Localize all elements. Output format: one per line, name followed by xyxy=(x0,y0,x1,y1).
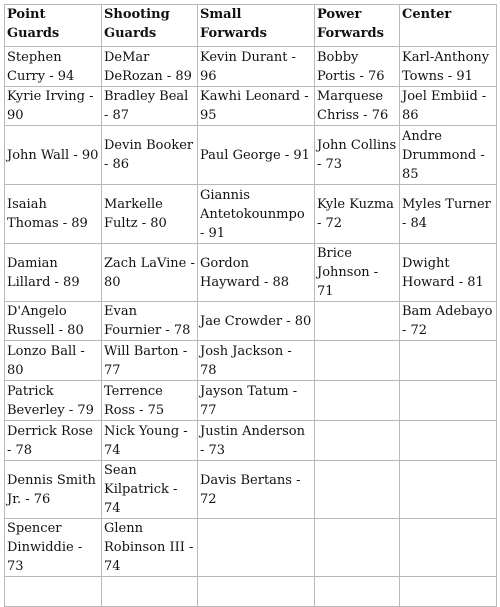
table-header-row xyxy=(5,5,497,47)
table-cell: Paul George - 91 xyxy=(198,126,315,185)
table-cell: D'Angelo Russell - 80 xyxy=(5,302,102,341)
table-cell: Derrick Rose - 78 xyxy=(5,421,102,461)
table-cell: Zach LaVine - 80 xyxy=(102,244,198,302)
table-cell xyxy=(198,519,315,577)
table-row xyxy=(5,87,497,126)
table-cell: Jayson Tatum - 77 xyxy=(198,381,315,421)
table-cell xyxy=(315,302,400,341)
table-cell: Joel Embiid - 86 xyxy=(400,87,497,126)
header-power-forwards: Power Forwards xyxy=(315,5,400,47)
table-cell: John Collins - 73 xyxy=(315,126,400,185)
table-cell: Kyle Kuzma - 72 xyxy=(315,185,400,244)
table-cell: Stephen Curry - 94 xyxy=(5,47,102,87)
table-row xyxy=(5,381,497,421)
table-cell xyxy=(400,519,497,577)
table-row xyxy=(5,47,497,87)
table-cell xyxy=(315,461,400,519)
table-cell: Myles Turner - 84 xyxy=(400,185,497,244)
table-cell: Davis Bertans - 72 xyxy=(198,461,315,519)
table-cell: Dwight Howard - 81 xyxy=(400,244,497,302)
table-cell: Bradley Beal - 87 xyxy=(102,87,198,126)
table-cell xyxy=(400,341,497,381)
table-cell xyxy=(400,461,497,519)
table-cell xyxy=(315,381,400,421)
table-row xyxy=(5,577,497,607)
table-cell xyxy=(400,381,497,421)
table-cell: Kyrie Irving - 90 xyxy=(5,87,102,126)
table-cell: Markelle Fultz - 80 xyxy=(102,185,198,244)
table-cell xyxy=(400,577,497,607)
table-cell xyxy=(315,341,400,381)
table-cell: Gordon Hayward - 88 xyxy=(198,244,315,302)
table-row xyxy=(5,519,497,577)
table-cell: Lonzo Ball - 80 xyxy=(5,341,102,381)
table-cell: Dennis Smith Jr. - 76 xyxy=(5,461,102,519)
table-cell: Sean Kilpatrick - 74 xyxy=(102,461,198,519)
table-cell: Nick Young - 74 xyxy=(102,421,198,461)
table-cell xyxy=(5,577,102,607)
table-cell: Kevin Durant - 96 xyxy=(198,47,315,87)
table-row xyxy=(5,244,497,302)
table-cell xyxy=(400,421,497,461)
table-cell: Brice Johnson - 71 xyxy=(315,244,400,302)
table-cell: Kawhi Leonard - 95 xyxy=(198,87,315,126)
table-cell: Will Barton - 77 xyxy=(102,341,198,381)
table-cell: John Wall - 90 xyxy=(5,126,102,185)
header-small-forwards: Small Forwards xyxy=(198,5,315,47)
table-cell: Bobby Portis - 76 xyxy=(315,47,400,87)
table-cell: Giannis Antetokounmpo - 91 xyxy=(198,185,315,244)
table-cell: Devin Booker - 86 xyxy=(102,126,198,185)
table-row xyxy=(5,421,497,461)
table-cell xyxy=(315,577,400,607)
player-rankings-table xyxy=(4,4,497,607)
table-cell: Karl-Anthony Towns - 91 xyxy=(400,47,497,87)
table-cell: Andre Drummond - 85 xyxy=(400,126,497,185)
table-row xyxy=(5,126,497,185)
header-center: Center xyxy=(400,5,497,47)
table-row xyxy=(5,341,497,381)
table-cell: Spencer Dinwiddie - 73 xyxy=(5,519,102,577)
header-point-guards: Point Guards xyxy=(5,5,102,47)
table-cell: Evan Fournier - 78 xyxy=(102,302,198,341)
table-cell: Damian Lillard - 89 xyxy=(5,244,102,302)
table-cell: Isaiah Thomas - 89 xyxy=(5,185,102,244)
table-cell: Patrick Beverley - 79 xyxy=(5,381,102,421)
table-row xyxy=(5,302,497,341)
table-cell xyxy=(102,577,198,607)
table-cell: Terrence Ross - 75 xyxy=(102,381,198,421)
table-row xyxy=(5,461,497,519)
header-shooting-guards: Shooting Guards xyxy=(102,5,198,47)
table-cell xyxy=(315,421,400,461)
table-cell xyxy=(198,577,315,607)
table-cell: Glenn Robinson III - 74 xyxy=(102,519,198,577)
table-cell: Marquese Chriss - 76 xyxy=(315,87,400,126)
table-cell: Jae Crowder - 80 xyxy=(198,302,315,341)
table-cell: Bam Adebayo - 72 xyxy=(400,302,497,341)
table-cell: DeMar DeRozan - 89 xyxy=(102,47,198,87)
table-row xyxy=(5,185,497,244)
table-cell: Josh Jackson - 78 xyxy=(198,341,315,381)
table-cell: Justin Anderson - 73 xyxy=(198,421,315,461)
table-cell xyxy=(315,519,400,577)
